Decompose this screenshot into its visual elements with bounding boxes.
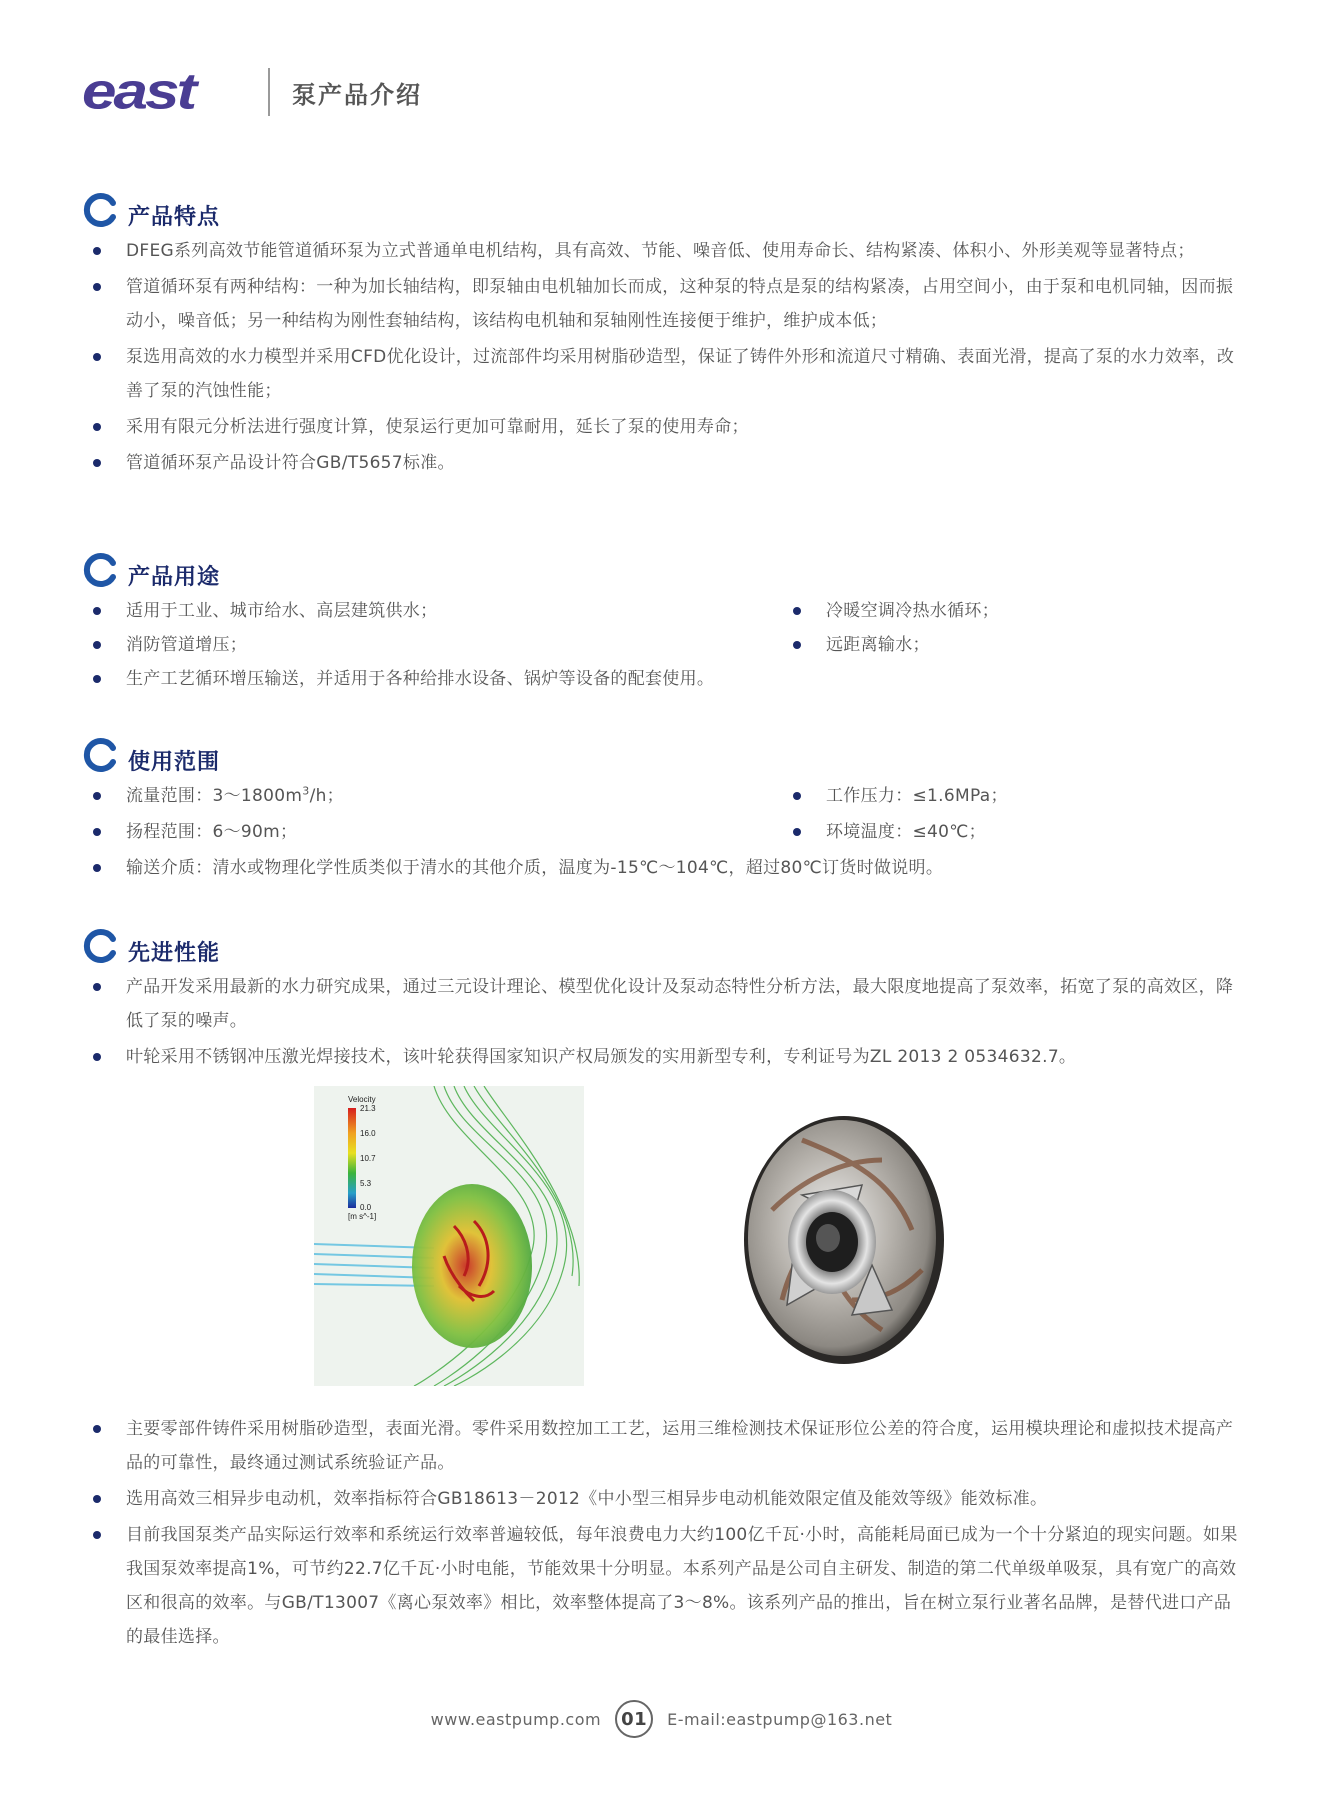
bullet-icon bbox=[93, 1425, 101, 1433]
list-item: 输送介质：清水或物理化学性质类似于清水的其他介质，温度为-15℃～104℃，超过80℃订货时做说明。 bbox=[82, 851, 1241, 885]
footer-email-link[interactable]: E-mail:eastpump@163.net bbox=[667, 1709, 893, 1729]
legend-tick: 16.0 bbox=[360, 1129, 376, 1138]
list-item: 冷暖空调冷热水循环； bbox=[782, 594, 1241, 628]
list-item: 工作压力：≤1.6MPa； bbox=[782, 779, 1241, 813]
performance-list-a bbox=[82, 970, 1241, 1074]
bullet-icon bbox=[93, 459, 101, 467]
list-item: 适用于工业、城市给水、高层建筑供水； bbox=[82, 594, 782, 628]
usage-list-full bbox=[82, 662, 1241, 696]
performance-list-b bbox=[82, 1412, 1241, 1654]
section-ring-icon bbox=[82, 550, 122, 590]
legend-tick: 21.3 bbox=[360, 1104, 376, 1113]
list-item: 生产工艺循环增压输送，并适用于各种给排水设备、锅炉等设备的配套使用。 bbox=[82, 662, 1241, 696]
bullet-icon bbox=[93, 247, 101, 255]
section-heading bbox=[82, 735, 1241, 775]
list-item: 叶轮采用不锈钢冲压激光焊接技术，该叶轮获得国家知识产权局颁发的实用新型专利，专利证号为ZL 2013 2 0534632.7。 bbox=[82, 1040, 1241, 1074]
bullet-icon bbox=[793, 828, 801, 836]
list-item: 产品开发采用最新的水力研究成果，通过三元设计理论、模型优化设计及泵动态特性分析方法，最大限度地提高了泵效率，拓宽了泵的高效区，降低了泵的噪声。 bbox=[82, 970, 1241, 1038]
section-heading bbox=[82, 550, 1241, 590]
list-item: 泵选用高效的水力模型并采用CFD优化设计，过流部件均采用树脂砂造型，保证了铸件外形和流道尺寸精确、表面光滑，提高了泵的水力效率，改善了泵的汽蚀性能； bbox=[82, 340, 1241, 408]
section-ring-icon bbox=[82, 926, 122, 966]
section-title: 产品用途 bbox=[128, 564, 221, 590]
list-item: 目前我国泵类产品实际运行效率和系统运行效率普遍较低，每年浪费电力大约100亿千瓦·小时，高能耗局面已成为一个十分紧迫的现实问题。如果我国泵效率提高1%，可节约22.7亿千瓦·小时电能，节能效果十分明显。本系列产品是公司自主研发、制造的第二代单级单吸泵，具有宽广的高效区和很高的效率。与GB/T13007《离心泵效率》相比，效率整体提高了3～8%。该系列产品的推出，旨在树立泵行业著名品牌，是替代进口产品的最佳选择。 bbox=[82, 1518, 1241, 1654]
bullet-icon bbox=[93, 792, 101, 800]
bullet-icon bbox=[93, 607, 101, 615]
bullet-icon bbox=[93, 641, 101, 649]
page-number: 01 bbox=[615, 1700, 653, 1738]
section-range bbox=[82, 735, 1241, 885]
features-list bbox=[82, 234, 1241, 480]
bullet-icon bbox=[93, 828, 101, 836]
legend-tick: 10.7 bbox=[360, 1154, 376, 1163]
list-item: 管道循环泵有两种结构：一种为加长轴结构，即泵轴由电机轴加长而成，这种泵的特点是泵的结构紧凑，占用空间小，由于泵和电机同轴，因而振动小，噪音低；另一种结构为刚性套轴结构，该结构电机轴和泵轴刚性连接便于维护，维护成本低； bbox=[82, 270, 1241, 338]
bullet-icon bbox=[93, 675, 101, 683]
legend-tick: 5.3 bbox=[360, 1179, 372, 1188]
legend-unit: [m s^-1] bbox=[348, 1212, 377, 1221]
section-title: 先进性能 bbox=[128, 940, 221, 966]
bullet-icon bbox=[793, 641, 801, 649]
bullet-icon bbox=[93, 864, 101, 872]
page-footer bbox=[0, 1700, 1323, 1738]
list-item: 扬程范围：6～90m； bbox=[82, 815, 782, 849]
section-features bbox=[82, 190, 1241, 480]
bullet-icon bbox=[93, 1495, 101, 1503]
bullet-icon bbox=[93, 983, 101, 991]
bullet-icon bbox=[93, 423, 101, 431]
legend-tick: 0.0 bbox=[360, 1203, 372, 1212]
section-usage bbox=[82, 550, 1241, 696]
list-item: 选用高效三相异步电动机，效率指标符合GB18613－2012《中小型三相异步电动机能效限定值及能效等级》能效标准。 bbox=[82, 1482, 1241, 1516]
bullet-icon bbox=[793, 792, 801, 800]
list-item: 采用有限元分析法进行强度计算，使泵运行更加可靠耐用，延长了泵的使用寿命； bbox=[82, 410, 1241, 444]
list-item: 消防管道增压； bbox=[82, 628, 782, 662]
section-ring-icon bbox=[82, 190, 122, 230]
section-title: 使用范围 bbox=[128, 749, 221, 775]
list-item: 环境温度：≤40℃； bbox=[782, 815, 1241, 849]
bullet-icon bbox=[793, 607, 801, 615]
east-logo bbox=[82, 63, 240, 120]
impeller-photo bbox=[732, 1100, 956, 1370]
page-header bbox=[82, 62, 422, 122]
bullet-icon bbox=[93, 1053, 101, 1061]
section-title: 产品特点 bbox=[128, 204, 221, 230]
section-heading bbox=[82, 926, 1241, 966]
header-title: 泵产品介绍 bbox=[292, 80, 422, 109]
cfd-simulation-graphic bbox=[314, 1086, 584, 1386]
figure-row bbox=[0, 1086, 1323, 1386]
range-list bbox=[82, 779, 1241, 849]
logo-text: east bbox=[82, 63, 195, 120]
section-heading bbox=[82, 190, 1241, 230]
list-item: 管道循环泵产品设计符合GB/T5657标准。 bbox=[82, 446, 1241, 480]
range-list-full bbox=[82, 851, 1241, 885]
section-ring-icon bbox=[82, 735, 122, 775]
header-divider bbox=[268, 68, 270, 116]
footer-website-link[interactable]: www.eastpump.com bbox=[430, 1709, 602, 1729]
legend-title: Velocity bbox=[348, 1095, 376, 1104]
section-performance bbox=[82, 926, 1241, 1074]
section-performance-continued bbox=[82, 1412, 1241, 1654]
bullet-icon bbox=[93, 1531, 101, 1539]
list-item: 主要零部件铸件采用树脂砂造型，表面光滑。零件采用数控加工工艺，运用三维检测技术保证形位公差的符合度，运用模块理论和虚拟技术提高产品的可靠性，最终通过测试系统验证产品。 bbox=[82, 1412, 1241, 1480]
impeller-graphic bbox=[732, 1100, 956, 1370]
list-item: 远距离输水； bbox=[782, 628, 1241, 662]
bullet-icon bbox=[93, 353, 101, 361]
bullet-icon bbox=[93, 283, 101, 291]
list-item: DFEG系列高效节能管道循环泵为立式普通单电机结构，具有高效、节能、噪音低、使用寿命长、结构紧凑、体积小、外形美观等显著特点； bbox=[82, 234, 1241, 268]
cfd-velocity-image bbox=[314, 1086, 584, 1386]
list-item: 流量范围：$3\sim 1800m^3/h$； bbox=[82, 779, 782, 813]
usage-list bbox=[82, 594, 1241, 662]
